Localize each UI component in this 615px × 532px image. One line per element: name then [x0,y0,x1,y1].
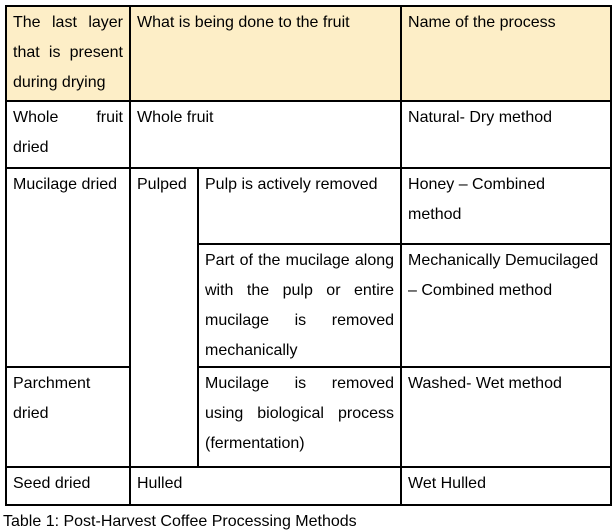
row-wet-hulled [6,467,611,505]
cell-action-whole-fruit: Whole fruit [130,101,401,168]
cell-layer-whole-fruit-dried: Whole fruit dried [6,101,130,168]
document-page [5,5,610,532]
header-cell-last-layer: The last layer that is present during drying [6,6,130,101]
row-whole-fruit [6,101,611,168]
cell-layer-seed-dried: Seed dried [6,467,130,505]
cell-action-pulped: Pulped [130,168,198,467]
table-caption: Table 1: Post-Harvest Coffee Processing Methods [3,513,357,530]
cell-action-mucilage-mechanical: Part of the mucilage along with the pulp or entire mucilage is removed mechanically [198,244,401,367]
cell-process-washed-wet: Washed- Wet method [401,367,611,467]
row-washed [6,367,611,467]
table-header-row [6,6,611,101]
cell-process-natural-dry: Natural- Dry method [401,101,611,168]
cell-process-mechanically-demucilaged: Mechanically Demucilaged – Combined method [401,244,611,367]
header-cell-action: What is being done to the fruit [130,6,401,101]
cell-process-honey-text: Honey – Combined method [408,176,545,223]
coffee-processing-table [5,5,612,506]
cell-process-honey [401,168,611,244]
cell-action-fermentation: Mucilage is removed using biological process (fermentation) [198,367,401,467]
cell-process-wet-hulled: Wet Hulled [401,467,611,505]
cell-action-pulp-removed: Pulp is actively removed [198,168,401,244]
cell-layer-mucilage-dried: Mucilage dried [6,168,130,367]
cell-layer-parchment-dried: Parchment dried [6,367,130,467]
row-honey [6,168,611,244]
header-cell-process: Name of the process [401,6,611,101]
cell-action-hulled: Hulled [130,467,401,505]
